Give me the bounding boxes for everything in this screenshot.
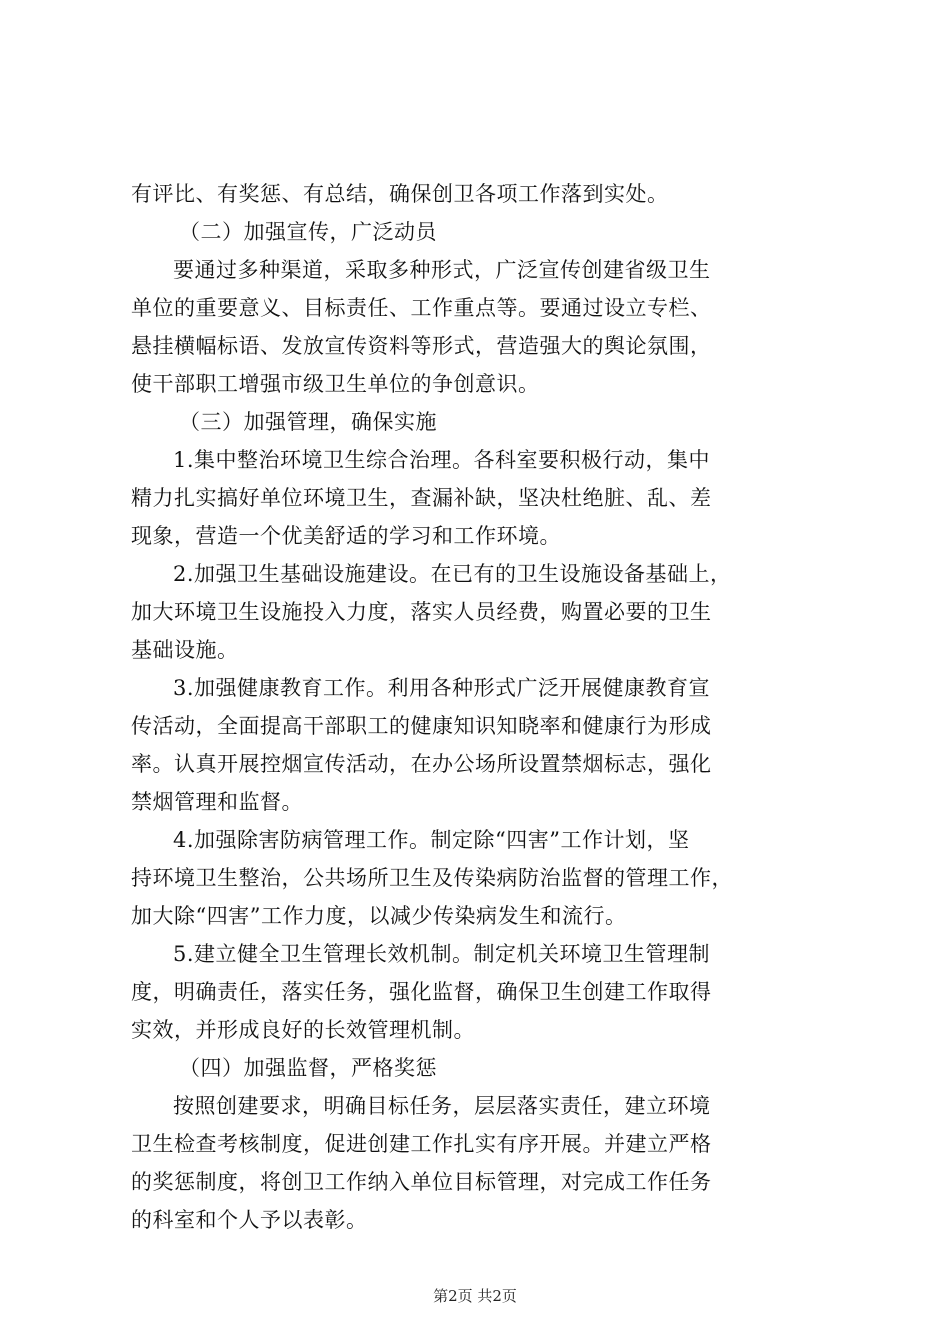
paragraph-line: 卫生检查考核制度，促进创建工作扎实有序开展。并建立严格	[131, 1132, 712, 1156]
document-body	[131, 175, 831, 1239]
paragraph-line: 度，明确责任，落实任务，强化监督，确保卫生创建工作取得	[131, 980, 712, 1004]
paragraph-line: 传活动，全面提高干部职工的健康知识知晓率和健康行为形成	[131, 714, 712, 738]
paragraph-line: 现象，营造一个优美舒适的学习和工作环境。	[131, 524, 561, 548]
paragraph-line: 单位的重要意义、目标责任、工作重点等。要通过设立专栏、	[131, 296, 712, 320]
paragraph-line: 有评比、有奖惩、有总结，确保创卫各项工作落到实处。	[131, 182, 669, 206]
paragraph-line: 加大除“四害”工作力度，以减少传染病发生和流行。	[131, 904, 627, 928]
paragraph-line: 精力扎实搞好单位环境卫生，查漏补缺，坚决杜绝脏、乱、差	[131, 486, 712, 510]
paragraph-line: 5.建立健全卫生管理长效机制。制定机关环境卫生管理制	[173, 942, 711, 966]
paragraph-line: 使干部职工增强市级卫生单位的争创意识。	[131, 372, 540, 396]
paragraph-line: 加大环境卫生设施投入力度，落实人员经费，购置必要的卫生	[131, 600, 712, 624]
paragraph-line: 的科室和个人予以表彰。	[131, 1208, 368, 1232]
paragraph-line: 率。认真开展控烟宣传活动，在办公场所设置禁烟标志，强化	[131, 752, 712, 776]
paragraph-line: 实效，并形成良好的长效管理机制。	[131, 1018, 475, 1042]
paragraph-line: 2.加强卫生基础设施建设。在已有的卫生设施设备基础上，	[173, 562, 732, 586]
paragraph-line: 1.集中整治环境卫生综合治理。各科室要积极行动，集中	[173, 448, 711, 472]
paragraph-line: 基础设施。	[131, 638, 239, 662]
paragraph-line: 3.加强健康教育工作。利用各种形式广泛开展健康教育宣	[173, 676, 711, 700]
section-heading: （三）加强管理，确保实施	[179, 410, 437, 434]
section-heading: （四）加强监督，严格奖惩	[179, 1056, 437, 1080]
paragraph-line: 的奖惩制度，将创卫工作纳入单位目标管理，对完成工作任务	[131, 1170, 712, 1194]
paragraph-line: 4.加强除害防病管理工作。制定除“四害”工作计划，坚	[173, 828, 690, 852]
paragraph-line: 按照创建要求，明确目标任务，层层落实责任，建立环境	[173, 1094, 711, 1118]
paragraph-line: 持环境卫生整治，公共场所卫生及传染病防治监督的管理工作，	[131, 866, 733, 890]
paragraph-line: 禁烟管理和监督。	[131, 790, 303, 814]
paragraph-line: 要通过多种渠道，采取多种形式，广泛宣传创建省级卫生	[173, 258, 711, 282]
page-footer: 第2页 共2页	[433, 1287, 517, 1305]
section-heading: （二）加强宣传，广泛动员	[179, 220, 437, 244]
paragraph-line: 悬挂横幅标语、发放宣传资料等形式，营造强大的舆论氛围，	[131, 334, 712, 358]
